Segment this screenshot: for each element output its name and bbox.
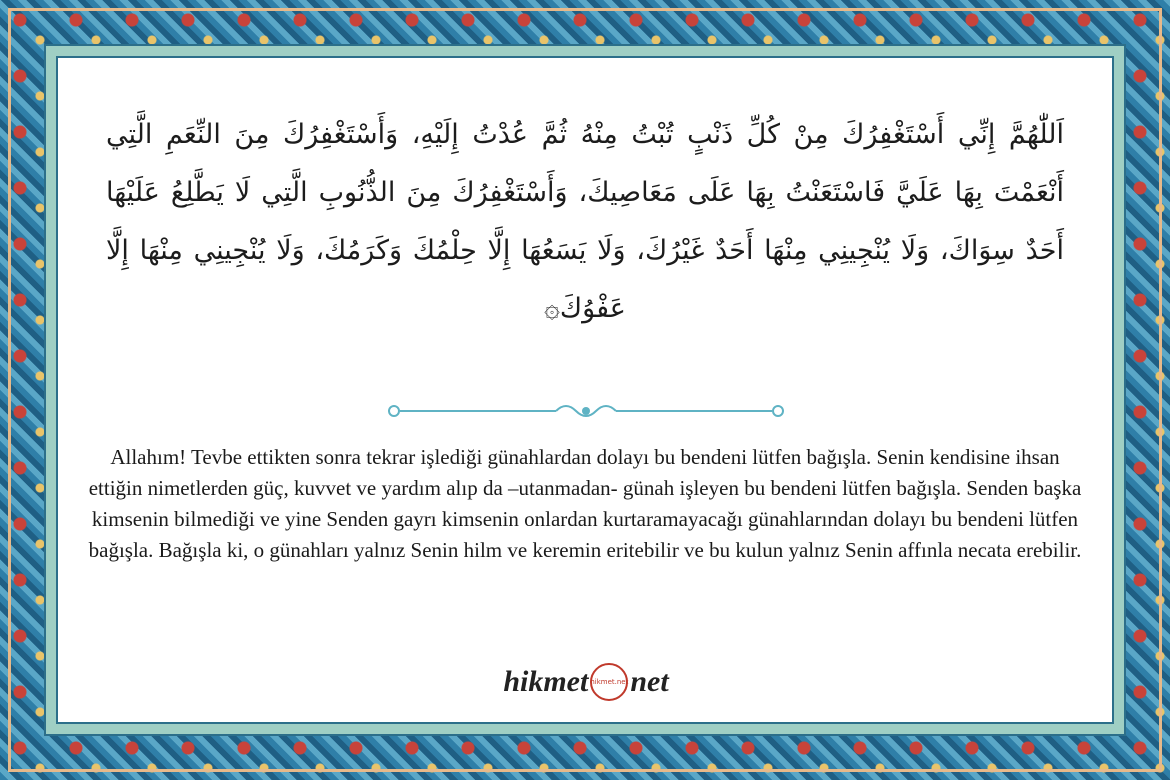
site-logo xyxy=(496,662,676,702)
arabic-prayer-text: اَللّٰهُمَّ إِنِّي أَسْتَغْفِرُكَ مِنْ كُلِّ ذَنْبٍ تُبْتُ مِنْهُ ثُمَّ عُدْتُ إِلَيْهِ، وَأَسْتَغْفِرُكَ مِنَ النِّعَمِ الَّتِي أَنْعَمْتَ بِهَا عَلَيَّ فَاسْتَعَنْتُ بِهَا عَلَى مَعَاصِيكَ، وَأَسْتَغْفِرُكَ مِنَ الذُّنُوبِ الَّتِي لَا يَطَّلِعُ عَلَيْهَا أَحَدٌ سِوَاكَ، وَلَا يُنْجِينِي مِنْهَا أَحَدٌ غَيْرُكَ، وَلَا يَسَعُهَا إِلَّا حِلْمُكَ وَكَرَمُكَ، وَلَا يُنْجِينِي مِنْهَا إِلَّا عَفْوُكَ۞ xyxy=(106,119,1064,324)
content-panel xyxy=(66,66,1104,714)
logo-left-text: hikmet xyxy=(503,665,589,698)
ornamental-divider-icon xyxy=(386,400,786,422)
logo-seal-text: hikmet.net xyxy=(590,678,629,686)
logo-right-text: net xyxy=(630,665,669,698)
turkish-translation: Allahım! Tevbe ettikten sonra tekrar işlediği günahlardan dolayı bu bendeni lütfen bağışla. Senin kendisine ihsan ettiğin nimetlerden güç, kuvvet ve yardım alıp da –utanmadan- günah işleyen bu bendeni lütfen bağışla. Senden başka kimsenin bilmediği ve yine Senden gayrı kimsenin onlardan kurtaramayacağı günahlarından dolayı bu bendeni lütfen bağışla. Bağışla ki, o günahları yalnız Senin hilm ve keremin eritebilir ve bu kulun yalnız Senin affınla necata erebilir. xyxy=(88,445,1082,562)
logo-seal-icon xyxy=(590,663,628,701)
